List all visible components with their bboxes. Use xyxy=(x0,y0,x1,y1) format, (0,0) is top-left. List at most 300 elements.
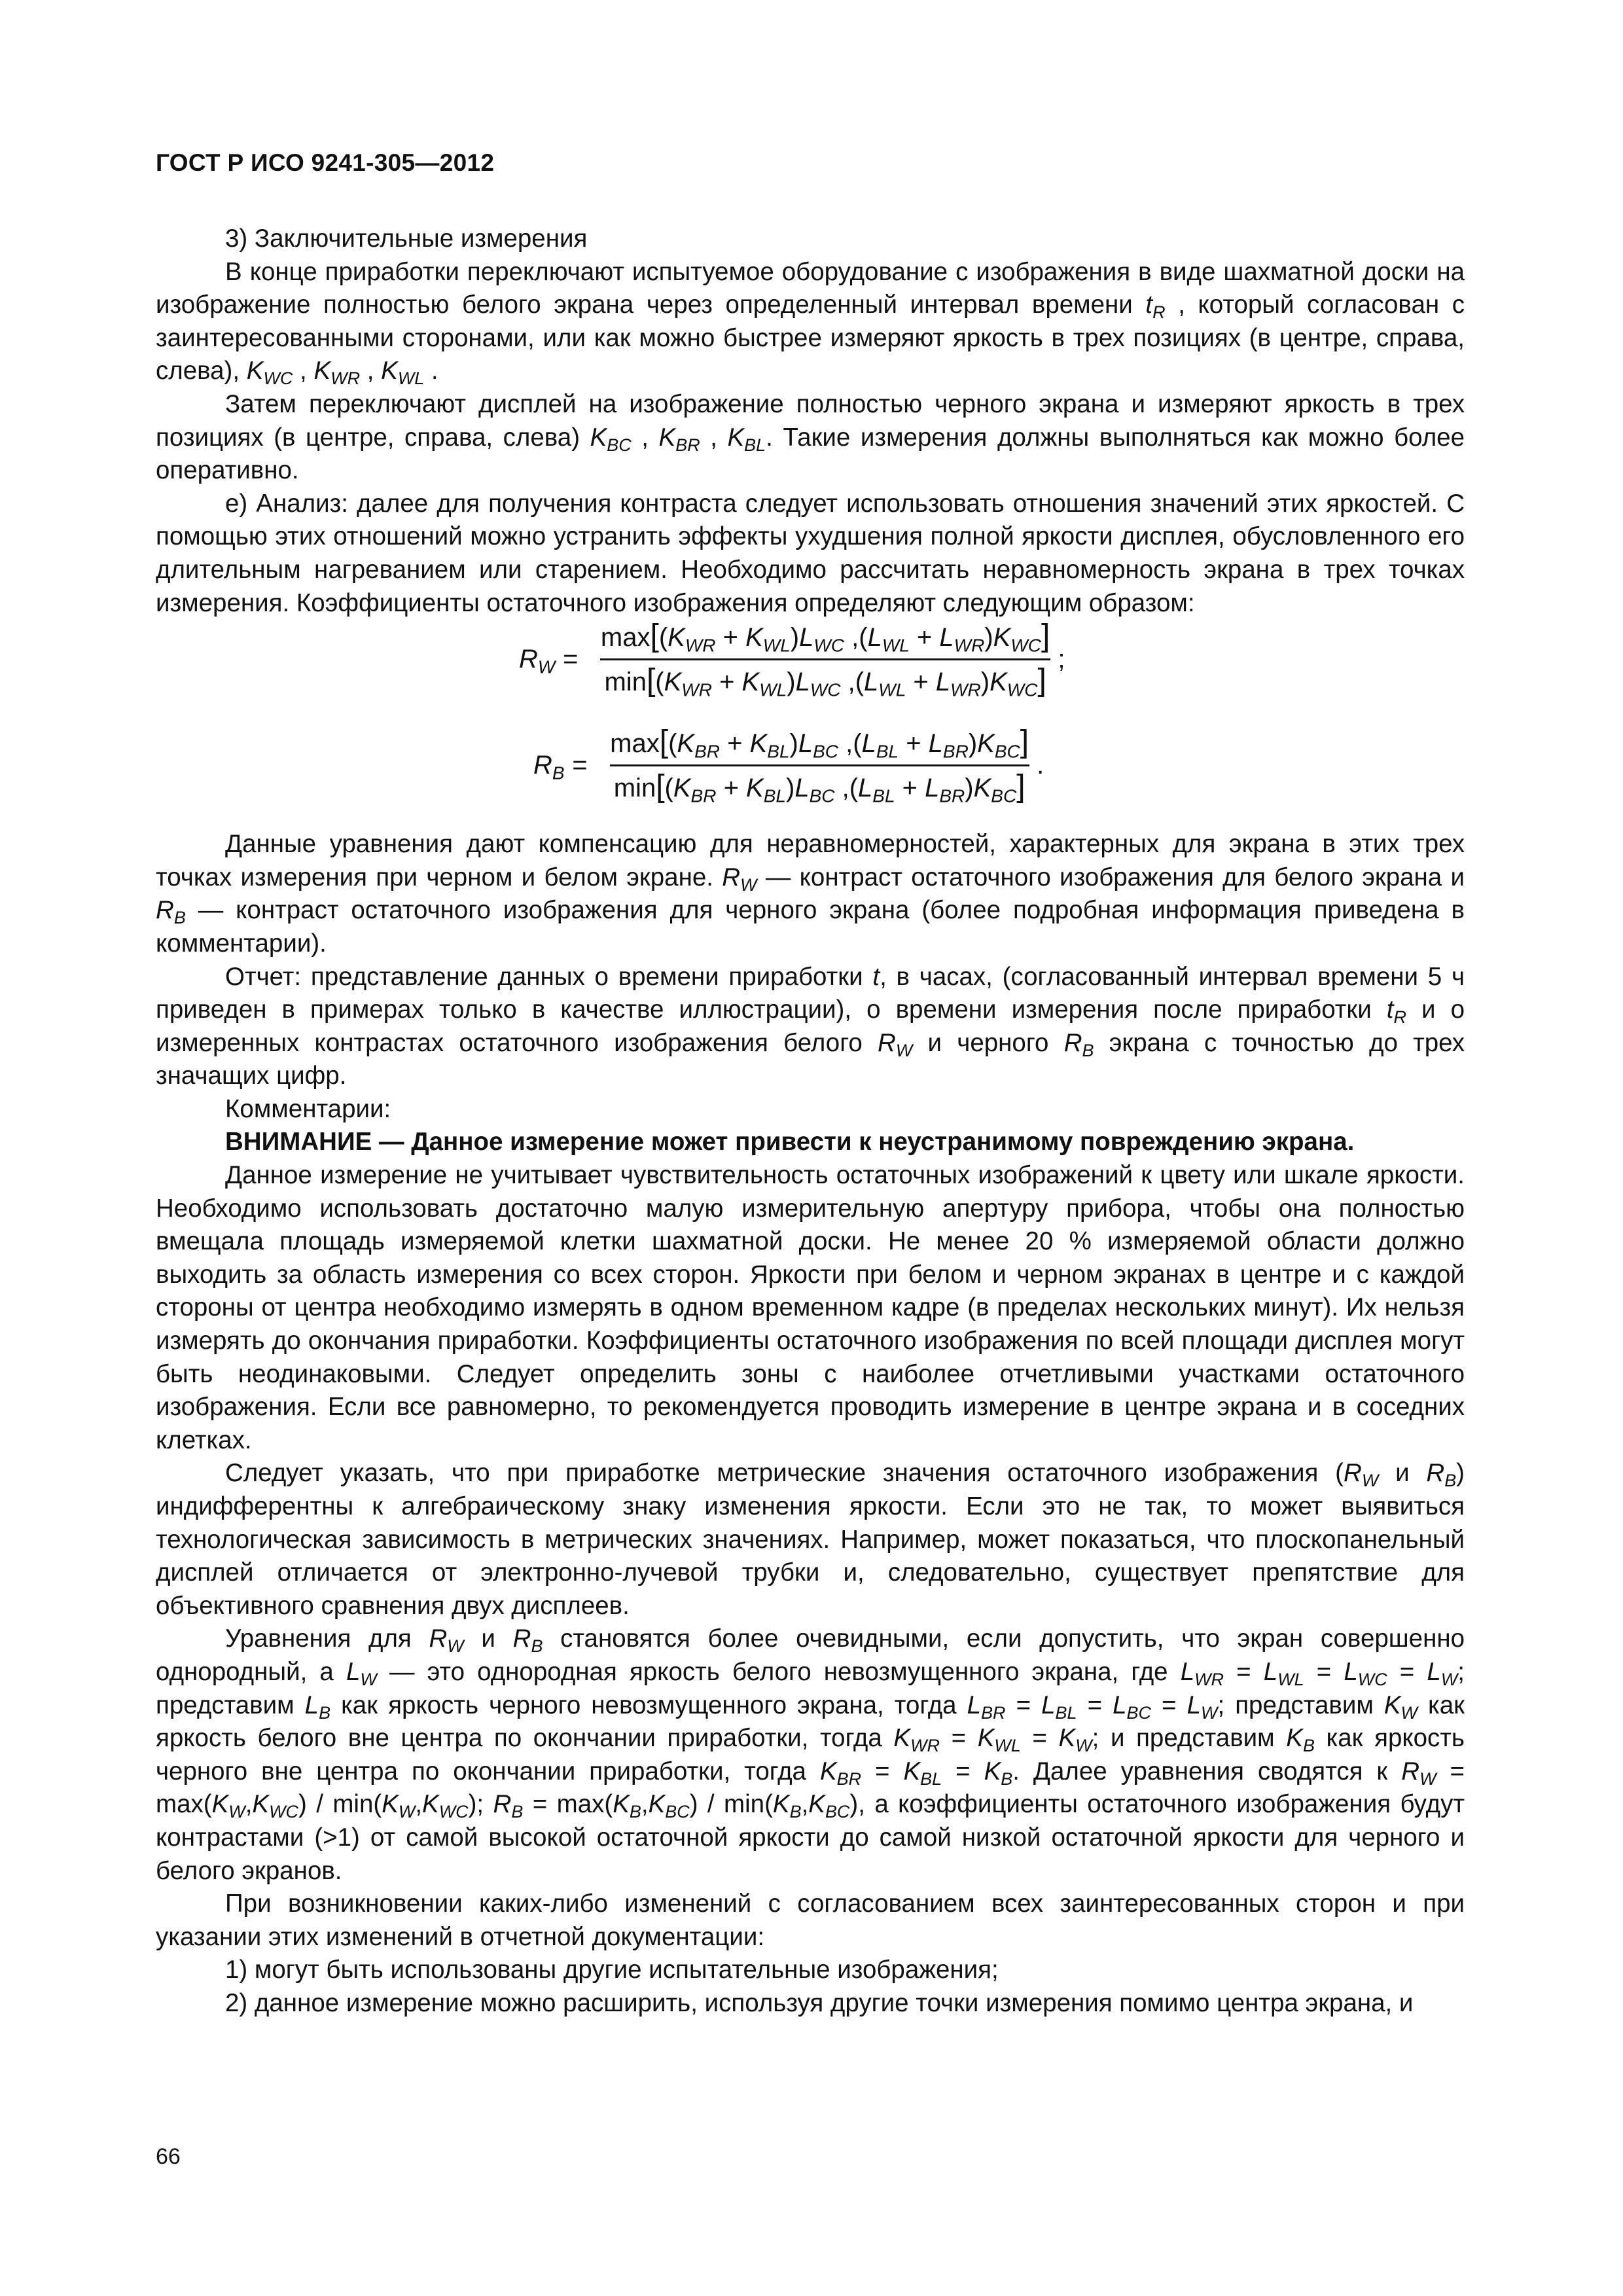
math-variable: K xyxy=(903,1757,921,1785)
math-symbol xyxy=(252,1790,298,1822)
paragraph xyxy=(156,1623,1465,1888)
text-run: ) xyxy=(968,729,978,759)
math-subscript: W xyxy=(398,1802,416,1822)
bracket: ] xyxy=(1037,662,1046,698)
math-subscript: W xyxy=(1440,1670,1458,1690)
math-symbol xyxy=(993,623,1041,656)
math-subscript: W xyxy=(1075,1736,1092,1756)
math-subscript: WL xyxy=(397,368,425,389)
math-subscript: WR xyxy=(330,368,361,389)
math-variable: t xyxy=(1145,291,1153,319)
math-variable: K xyxy=(677,729,695,759)
math-variable: R xyxy=(1063,1028,1082,1057)
formula-punctuation: . xyxy=(1037,750,1044,780)
document-header: ГОСТ Р ИСО 9241-305—2012 xyxy=(156,149,495,176)
math-subscript: WC xyxy=(1010,635,1041,656)
math-symbol xyxy=(648,1790,690,1822)
math-symbol xyxy=(984,1757,1013,1789)
math-variable: K xyxy=(977,729,995,759)
math-subscript: B xyxy=(319,1702,331,1723)
text-run: Следует указать, что при приработке метрические значения остаточного изображения ( xyxy=(225,1459,1344,1488)
formula-lhs xyxy=(533,749,594,782)
math-subscript: BR xyxy=(981,1702,1006,1723)
math-subscript: BL xyxy=(920,1768,942,1789)
text-run: , xyxy=(293,357,314,386)
text-run: ) xyxy=(965,773,974,802)
math-symbol xyxy=(939,623,985,656)
text-run: , который согласован с заинтересованными сторонами, или как можно быстрее измеряют яркость в трех позициях (в центре, справа, слева), xyxy=(156,291,1465,386)
math-variable: L xyxy=(1427,1657,1441,1686)
math-symbol xyxy=(903,1757,942,1789)
math-subscript: W xyxy=(895,1040,913,1060)
equals-sign: = xyxy=(555,644,585,673)
math-symbol xyxy=(590,423,632,455)
math-variable: L xyxy=(1113,1691,1127,1719)
math-subscript: WL xyxy=(1277,1670,1304,1690)
math-subscript: BR xyxy=(675,435,700,455)
math-subscript: BR xyxy=(939,785,965,806)
formula-punctuation: ; xyxy=(1058,644,1065,673)
text-run: + xyxy=(895,773,925,802)
math-subscript: WL xyxy=(762,635,791,656)
math-subscript: WL xyxy=(759,679,787,700)
math-symbol xyxy=(156,896,186,928)
math-subscript: BC xyxy=(809,785,835,806)
math-subscript: WC xyxy=(1007,679,1038,700)
math-variable: L xyxy=(858,773,873,802)
text-run: ; представим xyxy=(1217,1691,1384,1719)
math-symbol xyxy=(1113,1691,1151,1723)
math-variable: L xyxy=(967,1691,982,1719)
math-symbol xyxy=(928,729,969,762)
paragraph xyxy=(156,388,1465,488)
math-symbol xyxy=(1426,1459,1457,1491)
math-variable: K xyxy=(993,623,1011,653)
math-symbol xyxy=(673,773,717,806)
math-symbol xyxy=(1063,1028,1094,1060)
math-variable: R xyxy=(156,896,174,925)
math-variable: K xyxy=(808,1790,825,1819)
math-symbol xyxy=(422,1790,469,1822)
formula-lhs xyxy=(519,643,585,676)
text-run: Отчет: представление данных о времени приработки xyxy=(225,962,873,991)
math-variable: K xyxy=(252,1790,270,1819)
text-run: ( xyxy=(664,773,673,802)
text-run: 1) могут быть использованы другие испытательные изображения; xyxy=(225,1956,999,1984)
math-variable: K xyxy=(973,773,991,802)
text-run: ( xyxy=(658,623,668,653)
math-variable: K xyxy=(422,1790,439,1819)
math-subscript: W xyxy=(360,1670,377,1690)
math-symbol xyxy=(745,623,791,656)
math-symbol xyxy=(346,1657,377,1690)
math-symbol xyxy=(1145,291,1166,323)
math-subscript: BC xyxy=(813,741,839,762)
math-variable: L xyxy=(935,667,951,696)
math-symbol xyxy=(429,1624,464,1657)
math-variable: K xyxy=(741,667,760,696)
text-run: min xyxy=(613,773,656,802)
math-variable: L xyxy=(794,773,810,802)
fraction-numerator xyxy=(597,620,1054,658)
equals-sign: = xyxy=(564,750,595,780)
math-subscript: WR xyxy=(1194,1670,1224,1690)
math-symbol xyxy=(1386,996,1406,1028)
text-run: как яркость белого вне центра по окончании приработки, тогда xyxy=(156,1691,1465,1753)
text-run: как яркость черного невозмущенного экрана, тогда xyxy=(330,1691,967,1719)
math-variable: K xyxy=(1383,1691,1401,1719)
bracket: [ xyxy=(656,768,665,804)
math-variable: K xyxy=(819,1757,837,1785)
math-subscript: WR xyxy=(681,679,712,700)
text-run: ) xyxy=(849,1790,859,1819)
math-subscript: W xyxy=(447,1636,464,1657)
math-variable: L xyxy=(798,729,813,759)
formula-block xyxy=(156,620,1465,828)
paragraph xyxy=(156,828,1465,960)
text-run: = xyxy=(1077,1691,1113,1719)
math-variable: K xyxy=(382,1790,399,1819)
bracket: [ xyxy=(650,619,659,654)
fraction-numerator xyxy=(606,726,1033,764)
math-symbol xyxy=(1383,1691,1418,1723)
math-subscript: WC xyxy=(263,368,293,389)
math-subscript: BL xyxy=(876,741,899,762)
math-variable: R xyxy=(878,1028,896,1057)
text-run: + xyxy=(899,729,929,759)
math-variable: L xyxy=(1263,1657,1278,1686)
text-run: . xyxy=(424,357,438,386)
math-symbol xyxy=(1041,1691,1077,1723)
math-symbol xyxy=(795,667,841,700)
math-symbol xyxy=(893,1724,940,1756)
text-run: , а коэффициенты остаточного изображения будут контрастами (>1) от самой высокой остаточной яркости до самой низкой остаточной яркости для черного и белого экранов. xyxy=(156,1790,1465,1885)
math-symbol xyxy=(935,667,981,700)
math-symbol xyxy=(798,729,839,762)
text-run: min xyxy=(604,667,647,696)
text-run: и о измеренных контрастах остаточного изображения белого xyxy=(156,996,1465,1057)
math-symbol xyxy=(722,863,757,895)
math-subscript: B xyxy=(531,1636,543,1657)
bracket: [ xyxy=(646,662,656,698)
text-run: + xyxy=(906,667,936,696)
math-subscript: BR xyxy=(836,1768,862,1789)
math-symbol xyxy=(977,1724,1021,1756)
math-symbol xyxy=(967,1691,1006,1723)
math-symbol xyxy=(1263,1657,1304,1690)
math-variable: L xyxy=(928,729,943,759)
math-variable: K xyxy=(648,1790,666,1819)
text-run: e) Анализ: далее для получения контраста следует использовать отношения значений этих яркостей. С помощью этих отношений можно устранить эффекты ухудшения полной яркости дисплея, обусловленного его длительным нагреванием или старением. Необходимо рассчитать неравномерность экрана в трех точках измерения. Коэффициенты остаточного изображения определяют следующим образом: xyxy=(156,489,1465,617)
paragraph xyxy=(156,1093,1465,1126)
document-body xyxy=(156,223,1465,2020)
text-run: = xyxy=(1005,1691,1042,1719)
math-subscript: BC xyxy=(994,741,1020,762)
math-subscript: W xyxy=(1419,1768,1436,1789)
text-run: , xyxy=(415,1790,423,1819)
math-subscript: WC xyxy=(438,1802,469,1822)
math-variable: K xyxy=(590,423,607,452)
math-subscript: BC xyxy=(991,785,1017,806)
math-subscript: B xyxy=(1302,1736,1315,1756)
math-subscript: WC xyxy=(269,1802,298,1822)
text-run: ( xyxy=(655,667,664,696)
math-symbol xyxy=(878,1028,913,1060)
text-run: = xyxy=(1304,1657,1344,1686)
text-run: — контраст остаточного изображения для белого экрана и xyxy=(757,863,1465,891)
math-symbol xyxy=(794,773,835,806)
math-variable: R xyxy=(533,750,552,780)
math-subscript: W xyxy=(740,874,757,895)
math-symbol xyxy=(668,623,716,656)
text-run: — это однородная яркость белого невозмущенного экрана, где xyxy=(376,1657,1181,1686)
text-run: Комментарии: xyxy=(225,1094,391,1123)
text-run: + xyxy=(715,623,746,653)
text-run: ) xyxy=(980,667,990,696)
math-subscript: BR xyxy=(694,741,721,762)
math-symbol xyxy=(872,963,880,991)
math-variable: K xyxy=(381,357,398,386)
paragraph xyxy=(156,256,1465,388)
text-run: ,( xyxy=(838,729,862,759)
math-subscript: BC xyxy=(665,1802,690,1822)
math-subscript: R xyxy=(1152,302,1166,323)
text-run: ); xyxy=(468,1790,493,1819)
math-symbol xyxy=(819,1757,862,1789)
text-run: ; и представим xyxy=(1092,1724,1287,1753)
math-subscript: WR xyxy=(950,679,981,700)
math-variable: L xyxy=(304,1691,319,1719)
math-symbol xyxy=(858,773,895,806)
math-variable: L xyxy=(1041,1691,1056,1719)
paragraph xyxy=(156,1888,1465,1954)
math-variable: R xyxy=(722,863,741,891)
text-run: При возникновении каких-либо изменений с согласованием всех заинтересованных сторон и при указании этих изменений в отчетной документации: xyxy=(156,1890,1465,1951)
math-subscript: WC xyxy=(813,635,845,656)
math-symbol xyxy=(381,357,425,389)
math-symbol xyxy=(867,623,910,656)
math-subscript: BR xyxy=(942,741,969,762)
math-variable: K xyxy=(746,773,764,802)
math-symbol xyxy=(977,729,1020,762)
math-variable: K xyxy=(727,423,745,452)
math-symbol xyxy=(677,729,721,762)
formula-rb xyxy=(533,726,1044,804)
math-variable: L xyxy=(346,1657,361,1686)
text-run: . Далее уравнения сводятся к xyxy=(1012,1757,1402,1785)
math-subscript: WC xyxy=(810,679,841,700)
text-run: как яркость черного вне центра по окончании приработки, тогда xyxy=(156,1724,1465,1785)
text-run: = xyxy=(1020,1724,1059,1753)
math-symbol xyxy=(313,357,361,389)
math-subscript: W xyxy=(1201,1702,1218,1723)
paragraph xyxy=(156,488,1465,620)
math-subscript: WL xyxy=(878,679,906,700)
math-subscript: BL xyxy=(767,741,790,762)
math-symbol xyxy=(1286,1724,1315,1756)
math-variable: L xyxy=(939,623,954,653)
text-run: ) xyxy=(790,623,800,653)
text-run: = xyxy=(1224,1657,1264,1686)
math-symbol xyxy=(746,773,786,806)
math-symbol xyxy=(1186,1691,1218,1723)
math-variable: R xyxy=(429,1624,448,1653)
math-subscript: BL xyxy=(763,785,786,806)
math-symbol xyxy=(246,357,293,389)
math-symbol xyxy=(1344,1657,1387,1690)
math-variable: R xyxy=(519,644,538,673)
math-symbol xyxy=(1401,1757,1436,1789)
math-symbol xyxy=(519,644,556,677)
paragraph xyxy=(156,1987,1465,2020)
text-run: , xyxy=(360,357,382,386)
paragraph xyxy=(156,223,1465,256)
text-run: = xyxy=(1150,1691,1187,1719)
math-subscript: W xyxy=(228,1802,245,1822)
bracket: ] xyxy=(1020,725,1029,760)
text-run: ( xyxy=(668,729,677,759)
text-run: ВНИМАНИЕ — Данное измерение может привести к неустранимому повреждению экрана. xyxy=(225,1128,1355,1157)
text-run: ,( xyxy=(840,667,865,696)
math-variable: K xyxy=(664,667,682,696)
text-run: ) xyxy=(787,667,796,696)
text-run: , xyxy=(700,423,728,452)
math-subscript: B xyxy=(789,1802,802,1822)
math-variable: t xyxy=(1386,996,1394,1024)
text-run: . Такие измерения должны выполняться как можно более оперативно. xyxy=(156,423,1465,485)
math-subscript: B xyxy=(1001,1768,1013,1789)
math-subscript: BR xyxy=(690,785,717,806)
math-symbol xyxy=(664,667,712,700)
text-run: max xyxy=(600,623,651,653)
math-symbol xyxy=(741,667,787,700)
text-run: ) индифферентны к алгебраическому знаку изменения яркости. Если это не так, то может выявиться технологическая зависимость в метрических значениях. Например, может показаться, что плоскопанельный дисплей отличается от электронно-лучевой трубки и, следовательно, существует препятствие для объективного сравнения двух дисплеев. xyxy=(156,1459,1465,1620)
text-run: ,( xyxy=(834,773,859,802)
math-subscript: WR xyxy=(685,635,716,656)
text-run: экрана с точностью до трех значащих цифр. xyxy=(156,1028,1465,1090)
text-run: ; представим xyxy=(156,1657,1465,1719)
text-run: ) xyxy=(789,729,798,759)
math-variable: K xyxy=(1058,1724,1076,1753)
math-symbol xyxy=(772,1790,802,1822)
math-symbol xyxy=(925,773,965,806)
math-subscript: WC xyxy=(1357,1670,1387,1690)
text-run: Уравнения для xyxy=(225,1624,429,1653)
fraction-denominator xyxy=(600,658,1050,699)
text-run: = xyxy=(861,1757,904,1785)
math-subscript: BC xyxy=(825,1802,850,1822)
math-subscript: B xyxy=(1444,1471,1457,1491)
math-symbol xyxy=(808,1790,850,1822)
text-run: = xyxy=(939,1724,978,1753)
math-symbol xyxy=(533,750,565,783)
math-variable: K xyxy=(893,1724,911,1753)
text-run: и xyxy=(463,1624,513,1653)
math-variable: L xyxy=(799,623,814,653)
math-subscript: WR xyxy=(910,1736,940,1756)
math-variable: K xyxy=(745,623,763,653)
math-variable: K xyxy=(772,1790,790,1819)
text-run: В конце приработки переключают испытуемое оборудование с изображения в виде шахматной доски на изображение полностью белого экрана через определенный интервал времени xyxy=(156,257,1465,319)
math-variable: L xyxy=(867,623,882,653)
bracket: ] xyxy=(1041,619,1050,654)
math-symbol xyxy=(799,623,845,656)
math-subscript: BL xyxy=(1055,1702,1077,1723)
math-variable: K xyxy=(990,667,1007,696)
formula-rw xyxy=(519,620,1065,698)
math-symbol xyxy=(749,729,790,762)
math-variable: K xyxy=(246,357,264,386)
math-subscript: B xyxy=(1082,1040,1094,1060)
math-variable: L xyxy=(1186,1691,1202,1719)
text-run: и xyxy=(1378,1459,1427,1488)
text-run: = max( xyxy=(523,1790,613,1819)
text-run: , xyxy=(245,1790,253,1819)
math-variable: K xyxy=(1286,1724,1303,1753)
math-variable: L xyxy=(925,773,940,802)
math-variable: t xyxy=(872,962,880,991)
paragraph xyxy=(156,1457,1465,1623)
math-variable: L xyxy=(1344,1657,1358,1686)
math-symbol xyxy=(864,667,906,700)
text-run: — контраст остаточного изображения для черного экрана (более подробная информация приведена в комментарии). xyxy=(156,896,1465,958)
text-run: ) / min( xyxy=(689,1790,773,1819)
math-subscript: WR xyxy=(954,635,985,656)
math-subscript: BL xyxy=(872,785,895,806)
math-symbol xyxy=(1427,1657,1458,1690)
math-subscript: WL xyxy=(994,1736,1021,1756)
math-symbol xyxy=(973,773,1017,806)
paragraph xyxy=(156,961,1465,1093)
fraction xyxy=(606,726,1033,804)
math-subscript: B xyxy=(552,762,565,783)
text-run: Данное измерение не учитывает чувствительность остаточных изображений к цвету или шкале яркости. Необходимо использовать достаточно малую измерительную апертуру прибора, чтобы она полностью вмещала площадь измеряемой клетки шахматной доски. Не менее 20 % измеряемой области должно выходить за область измерения со всех сторон. Яркости при белом и черном экранах в центре и с каждой стороны от центра необходимо измерять в одном временном кадре (в пределах нескольких минут). Их нельзя измерять до окончания приработки. Коэффициенты остаточного изображения по всей площади дисплея могут быть неодинаковыми. Следует определить зоны с наиболее отчетливыми участками остаточного изображения. Если все равномерно, то рекомендуется проводить измерение в центре экрана и в соседних клетках. xyxy=(156,1161,1465,1454)
math-variable: L xyxy=(864,667,879,696)
math-symbol xyxy=(861,729,899,762)
text-run: Данные уравнения дают компенсацию для неравномерностей, характерных для экрана в этих трех точках измерения при черном и белом экране. xyxy=(156,830,1465,891)
math-symbol xyxy=(512,1624,543,1657)
math-variable: R xyxy=(1426,1459,1445,1488)
text-run: ) / min( xyxy=(298,1790,382,1819)
text-run: , xyxy=(641,1790,649,1819)
math-variable: K xyxy=(749,729,768,759)
math-symbol xyxy=(727,423,766,455)
text-run: + xyxy=(711,667,742,696)
text-run: ) xyxy=(984,623,993,653)
text-run: и черного xyxy=(912,1028,1064,1057)
math-symbol xyxy=(658,423,700,455)
math-subscript: BC xyxy=(1126,1702,1151,1723)
text-run: ) xyxy=(785,773,795,802)
math-subscript: WL xyxy=(882,635,910,656)
math-variable: K xyxy=(211,1790,229,1819)
text-run: + xyxy=(909,623,940,653)
math-subscript: B xyxy=(511,1802,524,1822)
math-subscript: R xyxy=(1393,1007,1406,1028)
bracket: [ xyxy=(659,725,669,760)
math-variable: R xyxy=(493,1790,512,1819)
text-run: + xyxy=(716,773,747,802)
math-symbol xyxy=(1058,1724,1092,1756)
math-variable: L xyxy=(861,729,876,759)
math-symbol xyxy=(211,1790,245,1822)
math-subscript: BL xyxy=(744,435,766,455)
math-variable: K xyxy=(313,357,331,386)
text-run: становятся более очевидными, если допустить, что экран совершенно однородный, а xyxy=(156,1624,1465,1686)
math-variable: R xyxy=(1344,1459,1362,1488)
fraction-denominator xyxy=(610,764,1029,805)
math-subscript: B xyxy=(173,908,186,928)
